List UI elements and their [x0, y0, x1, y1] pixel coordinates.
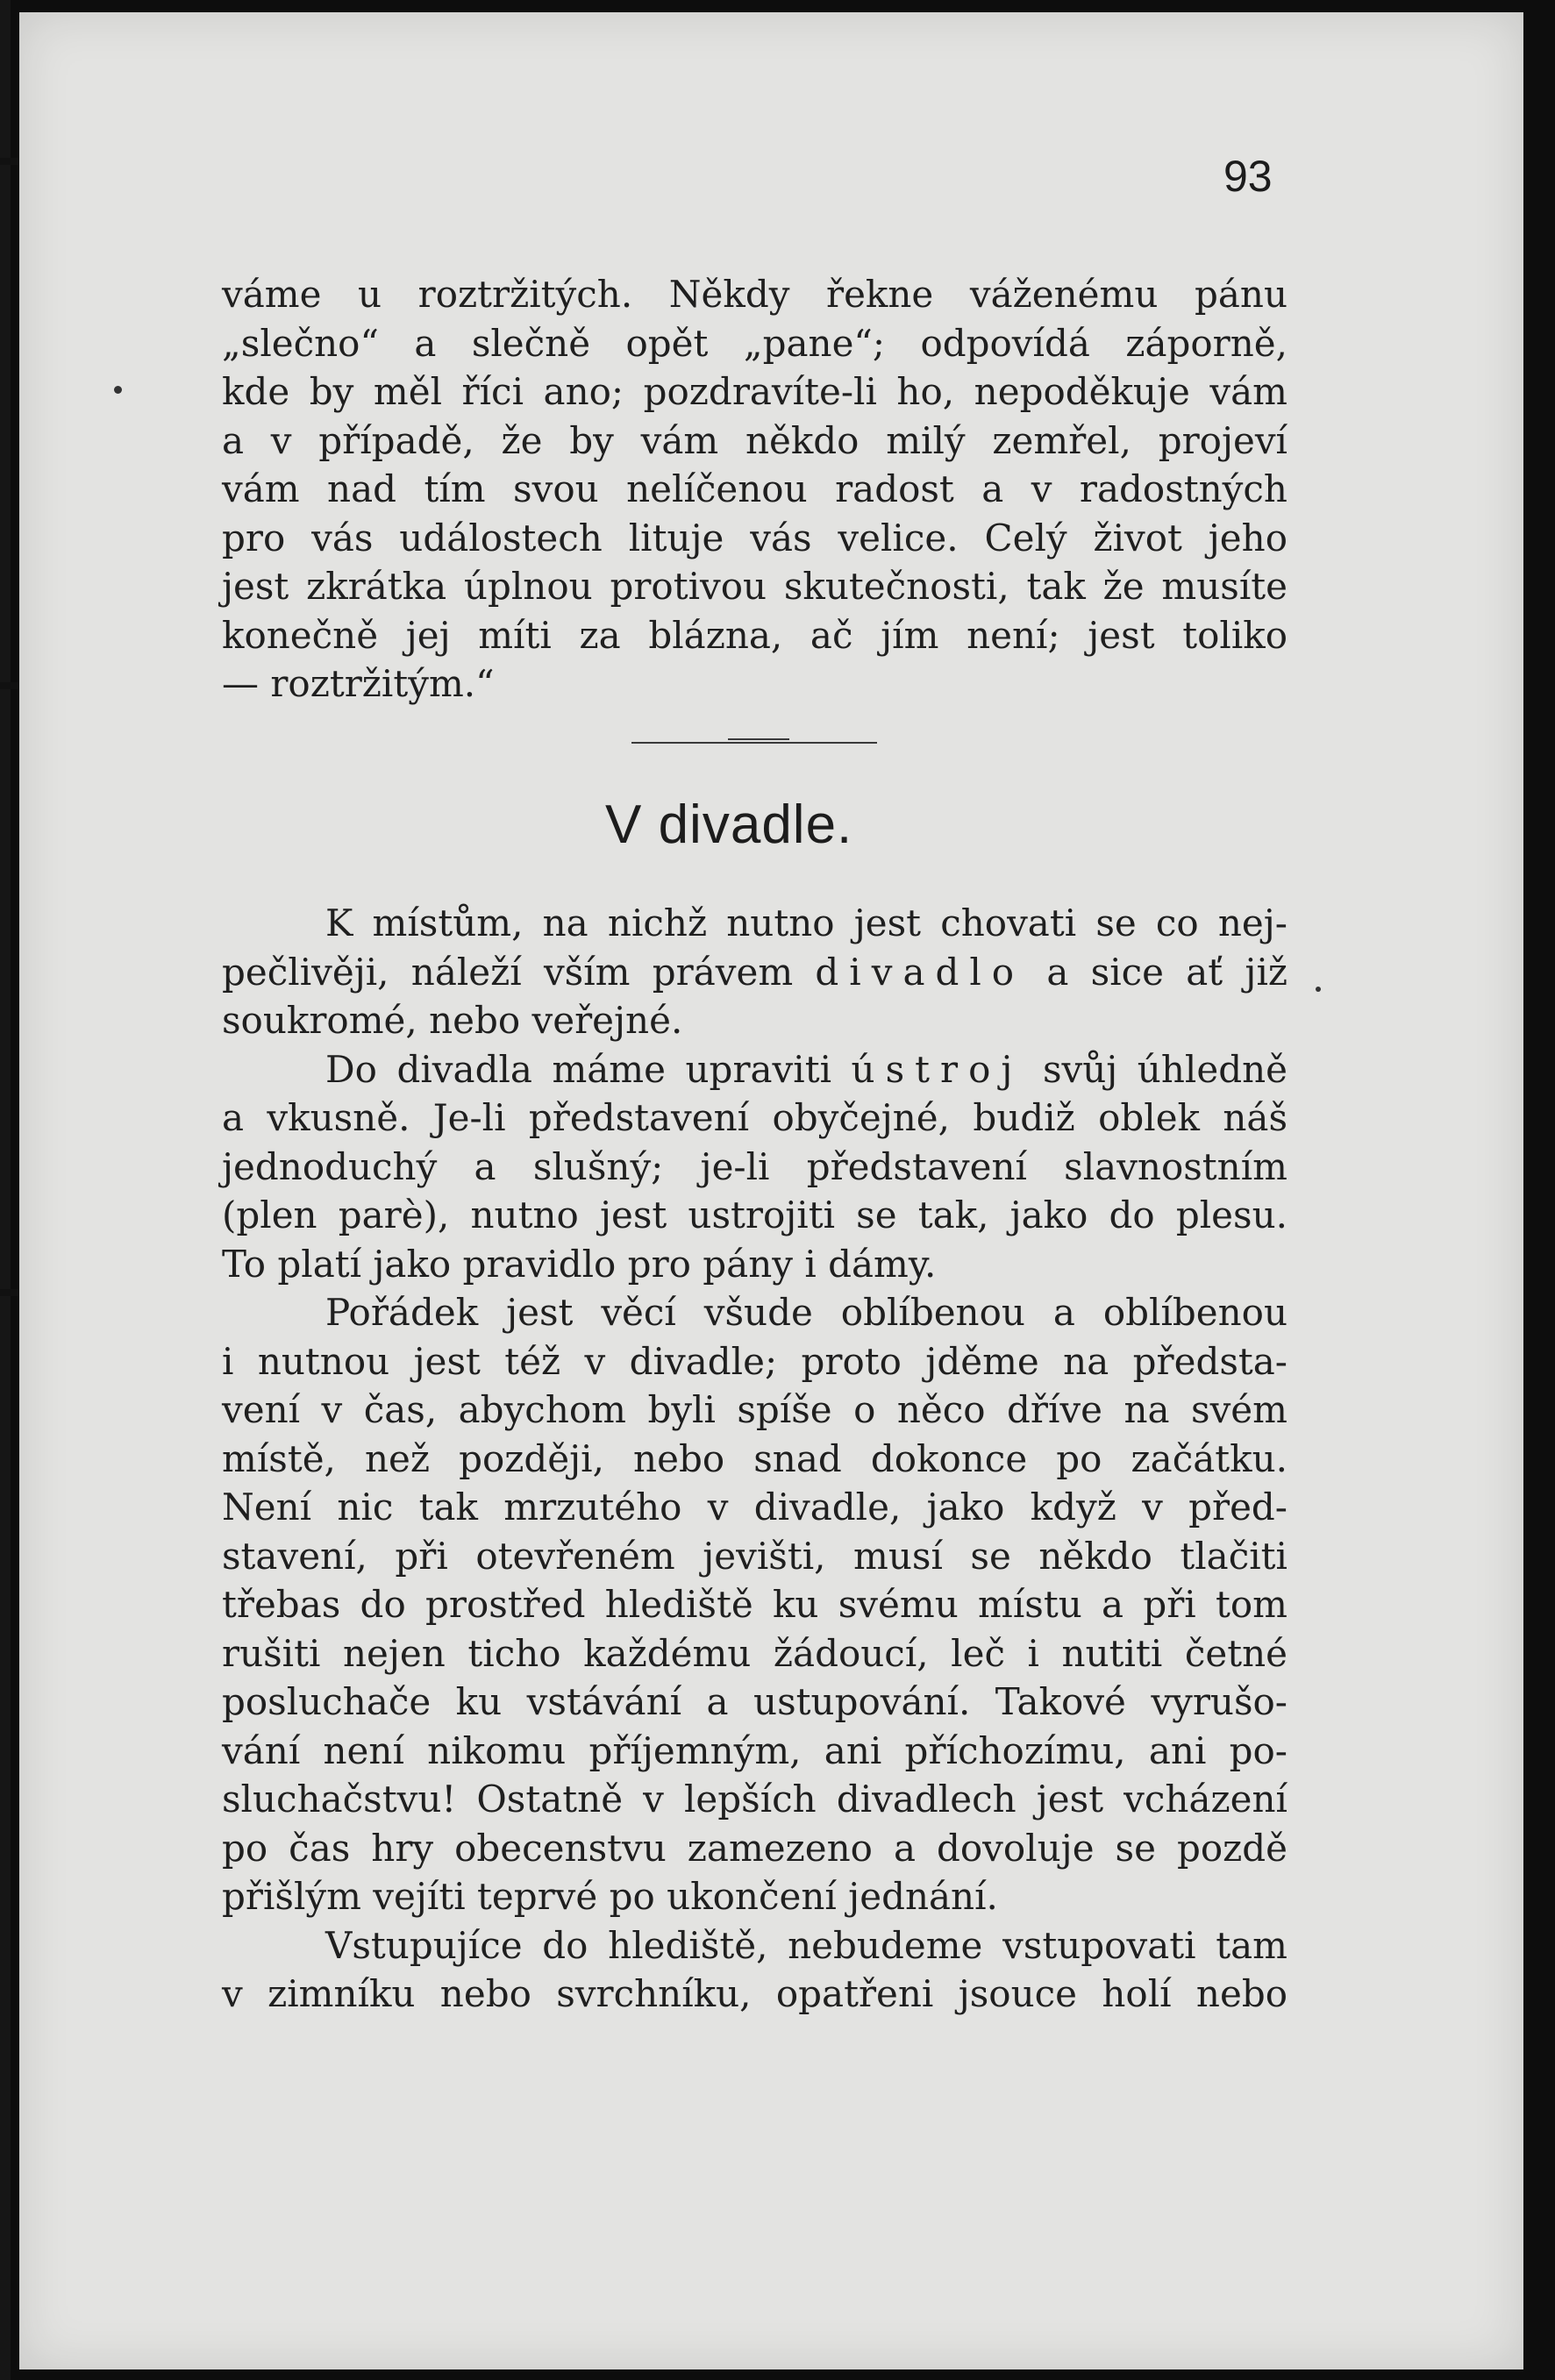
text-line: v zimníku nebo svrchníku, opatřeni jsouce holí nebo: [222, 1972, 1288, 2015]
text-line: po čas hry obecenstvu zamezeno a dovoluje se pozdě: [222, 1826, 1288, 1870]
text-run: Do divadla máme upraviti: [325, 1047, 852, 1091]
text-line: To platí jako pravidlo pro pány i dámy.: [222, 1242, 937, 1286]
text-line: rušiti nejen ticho každému žádoucí, leč i nutiti četné: [222, 1631, 1288, 1675]
text-line: přišlým vejíti teprvé po ukončení jednání.: [222, 1875, 998, 1918]
intro-paragraph: [222, 270, 1288, 709]
text-line: (plen parè), nutno jest ustrojiti se tak, jako do plesu.: [222, 1194, 1288, 1236]
print-speck: [1316, 987, 1321, 992]
text-line: i nutnou jest též v divadle; proto jděme na předsta-: [222, 1339, 1288, 1383]
binding-edge: [0, 0, 11, 2380]
text-line: a v případě, že by vám někdo milý zemřel, projeví: [222, 418, 1288, 462]
text-line: pro vás událostech lituje vás velice. Celý život jeho: [222, 516, 1288, 559]
section-heading: V divadle.: [605, 795, 853, 855]
print-speck: [114, 386, 122, 394]
text-line: váme u roztržitých. Někdy řekne váženému pánu: [222, 273, 1288, 316]
text-line: Vstupujíce do hlediště, nebudeme vstupovati tam: [325, 1923, 1288, 1967]
text-line: — roztržitým.“: [222, 662, 495, 705]
text-line: třebas do prostřed hlediště ku svému místu a při tom: [222, 1583, 1288, 1626]
page-number: 93: [1223, 152, 1273, 201]
text-line: vám nad tím svou nelíčenou radost a v radostných: [222, 467, 1288, 510]
text-line: [222, 1045, 1288, 1094]
text-line: sluchačstvu! Ostatně v lepších divadlech jest vcházení: [222, 1778, 1288, 1821]
rule-line: [631, 742, 877, 744]
text-line: K místům, na nichž nutno jest chovati se co nej-: [325, 901, 1288, 944]
text-line: jest zkrátka úplnou protivou skutečnosti, tak že musíte: [222, 565, 1288, 608]
section-body: [222, 899, 1288, 2019]
text-line: konečně jej míti za blázna, ač jím není; jest toliko: [222, 613, 1288, 657]
emphasis-spaced: ústroj: [851, 1047, 1024, 1091]
emphasis-spaced: divadlo: [815, 950, 1025, 994]
text-line: Pořádek jest věcí všude oblíbenou a oblíbenou: [325, 1291, 1288, 1334]
text-line: stavení, při otevřeném jevišti, musí se někdo tlačiti: [222, 1534, 1288, 1578]
text-line: vání není nikomu příjemným, ani příchozímu, ani po-: [222, 1728, 1288, 1772]
rule-line: [728, 738, 789, 740]
text-line: „slečno“ a slečně opět „pane“; odpovídá záporně,: [222, 321, 1288, 365]
text-line: posluchače ku vstávání a ustupování. Takové vyrušo-: [222, 1680, 1288, 1723]
text-run: pečlivěji, náleží vším právem: [222, 950, 816, 994]
text-line: soukromé, nebo veřejné.: [222, 999, 683, 1042]
text-line: a vkusně. Je-li představení obyčejné, budiž oblek náš: [222, 1096, 1288, 1139]
ornamental-rule: [631, 738, 877, 747]
text-line: Není nic tak mrzutého v divadle, jako když v před-: [222, 1486, 1288, 1528]
text-line: vení v čas, abychom byli spíše o něco dříve na svém: [222, 1388, 1288, 1431]
text-line: [222, 948, 1288, 997]
text-line: jednoduchý a slušný; je-li představení slavnostním: [222, 1144, 1288, 1188]
text-run: a sice ať již: [1024, 950, 1288, 994]
text-line: místě, než později, nebo snad dokonce po začátku.: [222, 1436, 1288, 1480]
text-run: svůj úhledně: [1023, 1047, 1288, 1091]
text-line: kde by měl říci ano; pozdravíte-li ho, nepoděkuje vám: [222, 370, 1288, 413]
